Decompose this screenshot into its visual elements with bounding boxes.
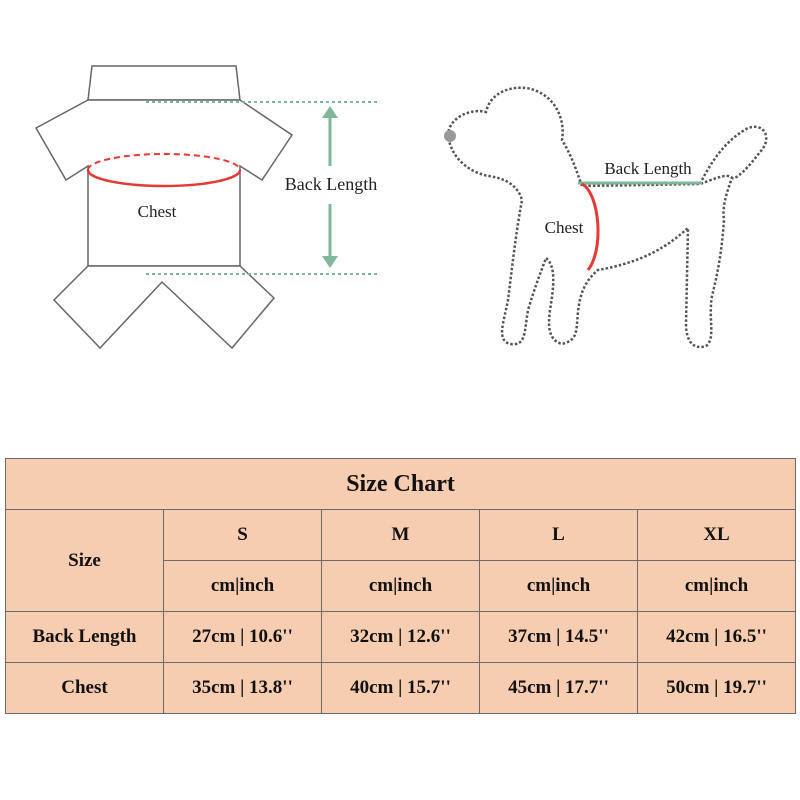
chest-m: 40cm | 15.7'' — [322, 663, 480, 714]
size-m-header: M — [322, 510, 480, 561]
size-chart-table — [5, 458, 796, 714]
back-length-m: 32cm | 12.6'' — [322, 612, 480, 663]
dog-chest-line — [582, 184, 598, 270]
size-header: Size — [6, 510, 164, 612]
clothing-body — [36, 100, 292, 266]
size-xl-header: XL — [638, 510, 796, 561]
dog-back-length-label: Back Length — [604, 159, 692, 178]
size-l-header: L — [480, 510, 638, 561]
size-chart-title: Size Chart — [6, 459, 796, 510]
table-row-chest — [6, 663, 796, 714]
chest-s: 35cm | 13.8'' — [164, 663, 322, 714]
chest-xl: 50cm | 19.7'' — [638, 663, 796, 714]
table-row-back-length — [6, 612, 796, 663]
clothing-chest-label: Chest — [137, 202, 177, 221]
dog-outline — [448, 88, 732, 347]
chest-l: 45cm | 17.7'' — [480, 663, 638, 714]
unit-label-s: cm|inch — [164, 561, 322, 612]
clothing-back-length-label: Back Length — [284, 174, 378, 194]
dog-chest-label: Chest — [544, 218, 584, 237]
dog-eye — [444, 130, 456, 142]
unit-label-l: cm|inch — [480, 561, 638, 612]
dog-tail — [700, 127, 766, 184]
back-length-xl: 42cm | 16.5'' — [638, 612, 796, 663]
clothing-collar — [88, 66, 240, 100]
back-length-s: 27cm | 10.6'' — [164, 612, 322, 663]
row-label-back-length: Back Length — [6, 612, 164, 663]
back-length-l: 37cm | 14.5'' — [480, 612, 638, 663]
row-label-chest: Chest — [6, 663, 164, 714]
clothing-legs — [54, 266, 274, 348]
unit-label-xl: cm|inch — [638, 561, 796, 612]
size-s-header: S — [164, 510, 322, 561]
unit-label-m: cm|inch — [322, 561, 480, 612]
